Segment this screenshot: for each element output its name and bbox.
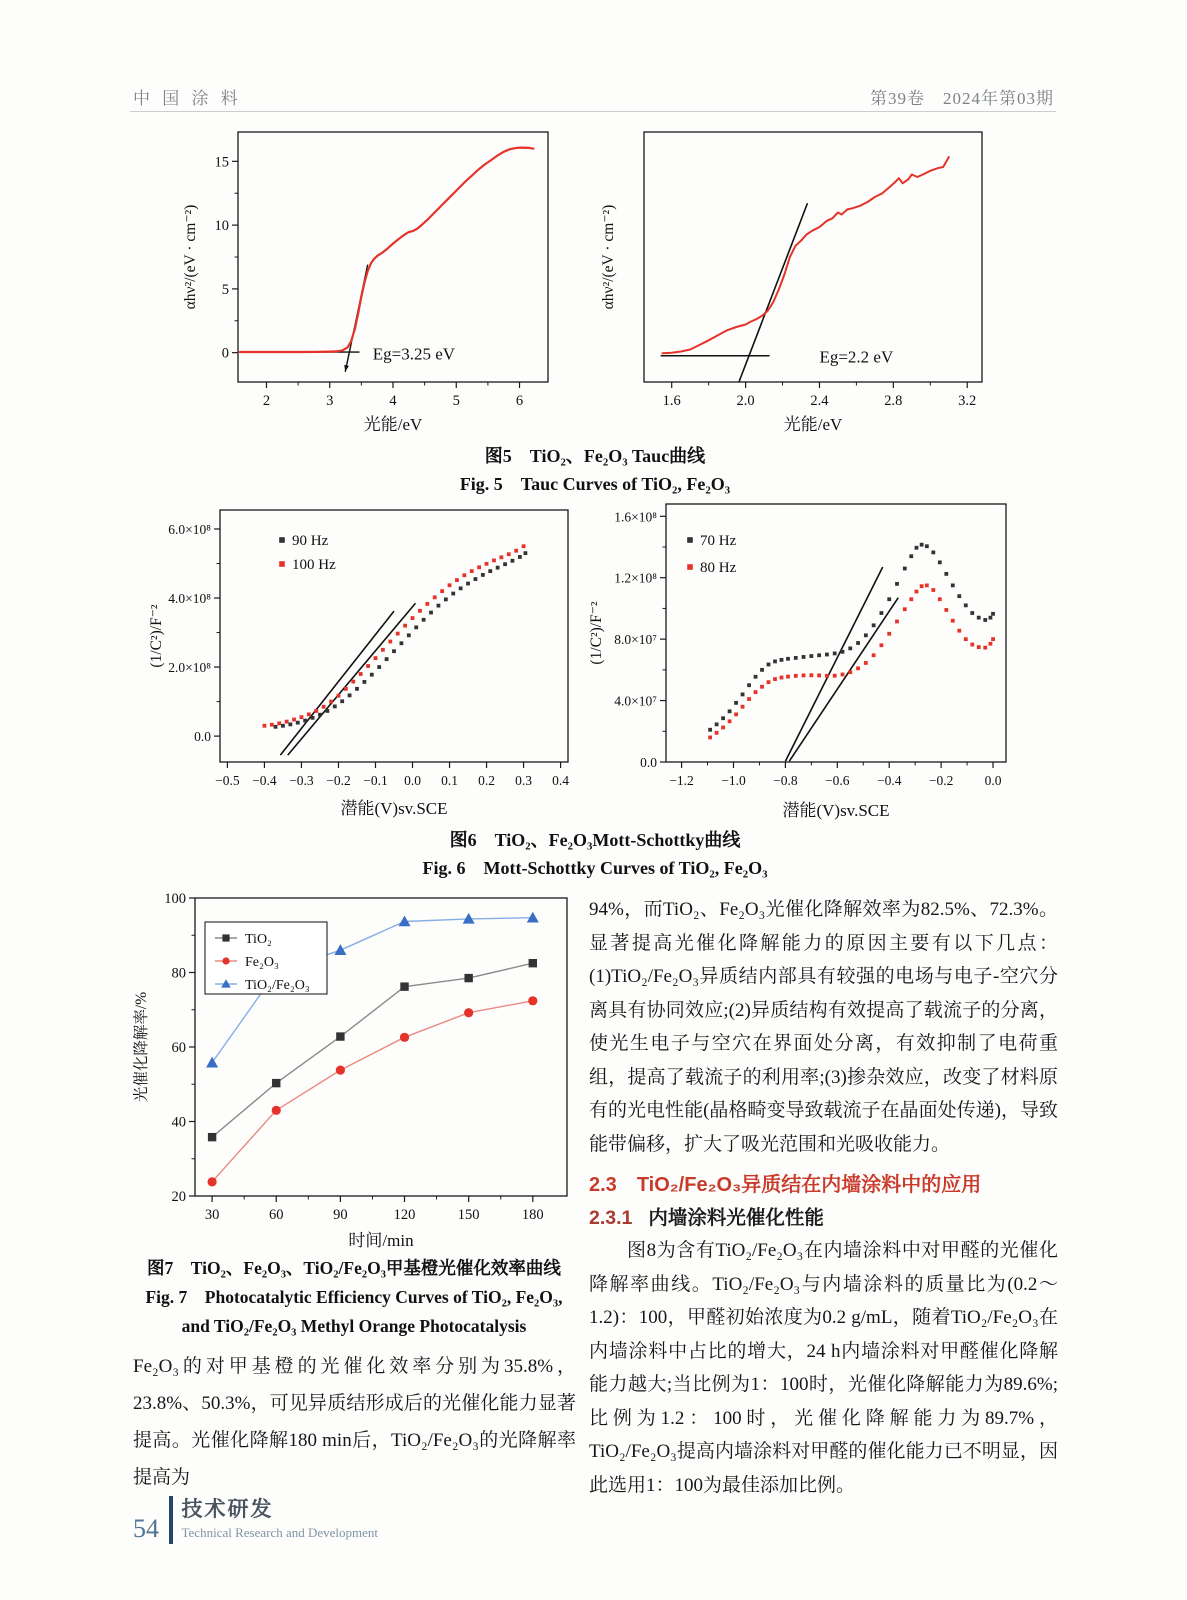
subsection-title: 内墙涂料光催化性能 [648, 1207, 824, 1229]
svg-text:−0.2: −0.2 [326, 773, 351, 788]
footer-divider-bar [169, 1496, 173, 1544]
svg-text:−1.0: −1.0 [721, 773, 746, 788]
fig6-caption [133, 826, 1057, 882]
svg-text:0.0: 0.0 [404, 773, 421, 788]
mott-schottky-fe2o3-chart [586, 490, 1020, 824]
svg-text:TiO₂: TiO₂ [245, 932, 272, 947]
svg-text:0: 0 [221, 345, 229, 362]
svg-text:40: 40 [171, 1114, 186, 1131]
mott-schottky-tio2-chart [146, 496, 584, 822]
fig5-caption-zh: 图5 TiO₂、Fe₂O₃ Tauc曲线 [484, 446, 706, 466]
tauc-curve-tio2-chart [180, 122, 568, 438]
svg-text:2.4: 2.4 [810, 393, 829, 409]
svg-text:10: 10 [214, 218, 229, 235]
svg-text:0.0: 0.0 [984, 773, 1002, 788]
svg-text:100 Hz: 100 Hz [292, 557, 336, 573]
svg-text:光能/eV: 光能/eV [783, 415, 843, 434]
fig6-caption-en: Fig. 6 Mott-Schottky Curves of TiO₂, Fe₂O₃ [422, 858, 768, 878]
svg-text:Fe₂O₃: Fe₂O₃ [245, 955, 279, 970]
svg-text:−0.4: −0.4 [876, 773, 902, 788]
journal-name: 中 国 涂 料 [133, 89, 242, 108]
fig7-caption-zh: 图7 TiO₂、Fe₂O₃、TiO₂/Fe₂O₃甲基橙光催化效率曲线 [147, 1258, 561, 1278]
svg-text:3.2: 3.2 [958, 393, 977, 409]
svg-text:0.0: 0.0 [194, 729, 211, 745]
svg-text:150: 150 [457, 1207, 480, 1223]
svg-text:αhν²/(eV · cm⁻²): αhν²/(eV · cm⁻²) [600, 204, 617, 310]
svg-text:5: 5 [221, 281, 229, 298]
svg-text:30: 30 [204, 1207, 220, 1223]
svg-text:80 Hz: 80 Hz [700, 560, 737, 576]
svg-text:4.0×10⁸: 4.0×10⁸ [168, 591, 211, 607]
fig5-caption-en: Fig. 5 Tauc Curves of TiO₂, Fe₂O₃ [459, 474, 731, 494]
svg-text:2: 2 [262, 393, 271, 409]
svg-text:8.0×10⁷: 8.0×10⁷ [614, 632, 657, 648]
svg-text:0.0: 0.0 [640, 755, 657, 770]
svg-text:−0.3: −0.3 [289, 773, 314, 788]
section-number: 2.3 [589, 1174, 617, 1196]
svg-text:时间/min: 时间/min [348, 1231, 414, 1250]
svg-text:15: 15 [214, 154, 229, 171]
svg-text:潜能(V)sv.SCE: 潜能(V)sv.SCE [340, 799, 448, 818]
svg-text:潜能(V)sv.SCE: 潜能(V)sv.SCE [782, 801, 890, 820]
fig6-caption-zh: 图6 TiO₂、Fe₂O₃Mott-Schottky曲线 [449, 830, 741, 850]
svg-text:TiO₂/Fe₂O₃: TiO₂/Fe₂O₃ [245, 978, 310, 993]
svg-text:−0.8: −0.8 [773, 773, 798, 788]
svg-text:1.6×10⁸: 1.6×10⁸ [614, 509, 657, 525]
svg-text:20: 20 [171, 1189, 186, 1205]
svg-text:−0.4: −0.4 [252, 773, 277, 788]
svg-text:(1/C²)/F⁻²: (1/C²)/F⁻² [148, 604, 165, 668]
svg-text:2.0×10⁸: 2.0×10⁸ [168, 660, 211, 676]
svg-text:光能/eV: 光能/eV [363, 415, 423, 434]
svg-text:Eg=3.25 eV: Eg=3.25 eV [372, 344, 456, 364]
svg-text:0.3: 0.3 [515, 773, 533, 788]
left-column-paragraph: Fe₂O₃的对甲基橙的光催化效率分别为35.8%，23.8%、50.3%，可见异质结形成后的光催化能力显著提高。光催化降解180 min后，TiO₂/Fe₂O₃的光降解率提高为 [133, 1356, 576, 1488]
footer-section-zh: 技术研发 [181, 1498, 274, 1521]
svg-text:1.2×10⁸: 1.2×10⁸ [614, 570, 657, 586]
svg-text:90 Hz: 90 Hz [292, 533, 329, 549]
tauc-curve-fe2o3-chart [598, 122, 1002, 438]
svg-text:100: 100 [164, 891, 186, 907]
fig7-caption-en-line2: and TiO₂/Fe₂O₃ Methyl Orange Photocatalysis [181, 1316, 527, 1336]
svg-text:Eg=2.2 eV: Eg=2.2 eV [819, 347, 894, 367]
svg-text:2.0: 2.0 [736, 393, 755, 409]
issue-info: 第39卷 2024年第03期 [870, 89, 1054, 108]
page-number: 54 [133, 1514, 159, 1543]
svg-text:−1.2: −1.2 [669, 773, 694, 788]
footer-section [182, 1497, 379, 1543]
fig7-caption [123, 1254, 585, 1341]
page-footer [133, 1496, 378, 1544]
subsection-number: 2.3.1 [589, 1207, 633, 1229]
svg-text:0.4: 0.4 [552, 773, 570, 788]
photocatalytic-efficiency-chart [131, 886, 583, 1254]
svg-text:5: 5 [452, 393, 460, 409]
svg-text:光催化降解率/%: 光催化降解率/% [133, 991, 150, 1103]
svg-text:60: 60 [171, 1040, 186, 1056]
svg-text:3: 3 [326, 393, 334, 409]
svg-text:−0.1: −0.1 [363, 773, 388, 788]
section-heading-2-3-1 [589, 1202, 1058, 1230]
svg-text:1.6: 1.6 [662, 393, 681, 409]
svg-text:6.0×10⁸: 6.0×10⁸ [168, 521, 211, 537]
svg-text:0.2: 0.2 [478, 773, 495, 788]
fig7-caption-en-line1: Fig. 7 Photocatalytic Efficiency Curves of TiO₂, Fe₂O₃, [145, 1287, 563, 1307]
svg-text:4: 4 [389, 393, 397, 409]
right-column [589, 893, 1058, 1502]
svg-text:180: 180 [521, 1207, 544, 1223]
svg-text:2.8: 2.8 [884, 393, 903, 409]
svg-text:4.0×10⁷: 4.0×10⁷ [614, 693, 657, 709]
footer-section-en: Technical Research and Development [181, 1525, 379, 1540]
svg-text:αhν²/(eV · cm⁻²): αhν²/(eV · cm⁻²) [182, 204, 199, 310]
svg-text:6: 6 [515, 393, 524, 409]
right-paragraph-1: 94%，而TiO₂、Fe₂O₃光催化降解效率为82.5%、72.3%。显著提高光催化降解能力的原因主要有以下几点：(1)TiO₂/Fe₂O₃异质结内部具有较强的电场与电子-空穴分离具有协同效应;(2)异质结构有效提高了载流子的分离，使光生电子与空穴在界面处分离，有效抑制了电荷重组，提高了载流子的利用率;(3)掺杂效应，改变了材料原有的光电性能(晶格畸变导致载流子在晶面处传递)，导致能带偏移，扩大了吸光范围和光吸收能力。 [589, 899, 1058, 1155]
svg-text:(1/C²)/F⁻²: (1/C²)/F⁻² [588, 601, 605, 665]
svg-text:−0.5: −0.5 [215, 773, 240, 788]
svg-text:60: 60 [268, 1207, 284, 1223]
svg-text:−0.6: −0.6 [825, 773, 850, 788]
section-title: TiO₂/Fe₂O₃异质结在内墙涂料中的应用 [636, 1174, 982, 1196]
svg-text:90: 90 [333, 1207, 348, 1223]
section-heading-2-3 [589, 1168, 1058, 1197]
right-paragraph-2: 图8为含有TiO₂/Fe₂O₃在内墙涂料中对甲醛的光催化降解率曲线。TiO₂/Fe₂O₃与内墙涂料的质量比为(0.2～1.2)：100，甲醛初始浓度为0.2 g/mL，随着TiO₂/Fe₂O₃在内墙涂料中占比的增大，24 h内墙涂料对甲醛催化降解能力越大;当比例为1：100时，光催化降解能力为89.6%;比例为1.2：100时，光催化降解能力为89.7%，TiO₂/Fe₂O₃提高内墙涂料对甲醛的催化能力已不明显，因此选用1：100为最佳添加比例。 [589, 1240, 1058, 1496]
svg-text:80: 80 [171, 965, 186, 982]
svg-text:0.1: 0.1 [441, 773, 458, 788]
svg-text:−0.2: −0.2 [928, 773, 954, 788]
svg-text:70 Hz: 70 Hz [700, 533, 737, 549]
header-divider [130, 111, 1056, 112]
svg-text:120: 120 [393, 1207, 416, 1223]
